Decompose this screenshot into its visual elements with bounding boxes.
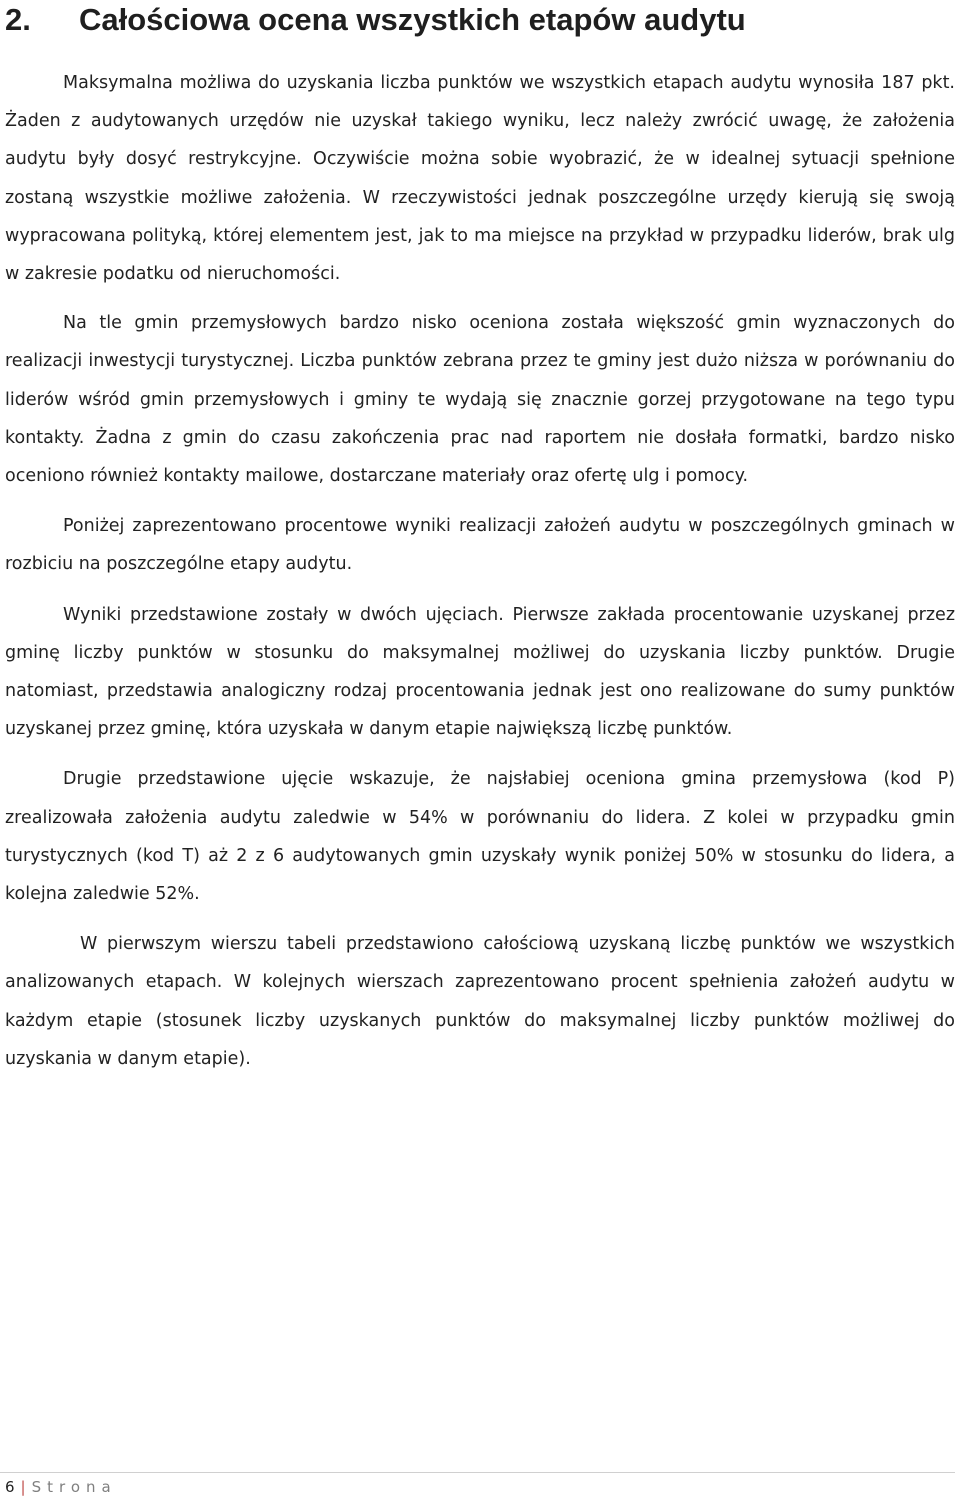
- page-number: 6: [5, 1478, 15, 1496]
- paragraph-table-description: W pierwszym wierszu tabeli przedstawiono całościową uzyskaną liczbę punktów we wszystkich analizowanych etapach. W kolejnych wierszach zaprezentowano procent spełnienia założeń audytu w każdym etapie (stosunek liczby uzyskanych punktów do maksymalnej liczby punktów możliwej do uzyskania w danym etapie).: [5, 934, 955, 1069]
- paragraph-tourist-gminas: Na tle gmin przemysłowych bardzo nisko oceniona została większość gmin wyznaczonych do realizacji inwestycji turystycznej. Liczba punktów zebrana przez te gminy jest dużo niższa w porównaniu do liderów wśród gmin przemysłowych i gminy te wydają się znacznie gorzej przygotowane na tego typu kontakty. Żadna z gmin do czasu zakończenia prac nad raportem nie dosłała formatki, bardzo nisko oceniono również kontakty mailowe, dostarczane materiały oraz ofertę ulg i pomocy.: [5, 313, 955, 487]
- footer-separator: |: [20, 1478, 26, 1496]
- section-heading: [5, 0, 955, 40]
- paragraph-two-approaches: Wyniki przedstawione zostały w dwóch ujęciach. Pierwsze zakłada procentowanie uzyskanej przez gminę liczby punktów w stosunku do maksymalnej możliwej do uzyskania liczby punktów. Drugie natomiast, przedstawia analogiczny rodzaj procentowania jednak jest ono realizowane do sumy punktów uzyskanej przez gminę, która uzyskała w danym etapie największą liczbę punktów.: [5, 604, 955, 740]
- body-text: [5, 64, 955, 1078]
- footer-page-label: Strona: [31, 1478, 117, 1496]
- page-footer: [5, 1477, 117, 1497]
- footer-divider: [0, 1472, 955, 1473]
- section-title: Całościowa ocena wszystkich etapów audytu: [79, 2, 746, 37]
- paragraph-second-approach: Drugie przedstawione ujęcie wskazuje, że najsłabiej oceniona gmina przemysłowa (kod P) zrealizowała założenia audytu zaledwie w 54% w porównaniu do lidera. Z kolei w przypadku gmin turystycznych (kod T) aż 2 z 6 audytowanych gmin uzyskały wynik poniżej 50% w stosunku do lidera, a kolejna zaledwie 52%.: [5, 769, 955, 905]
- section-number: 2.: [5, 2, 31, 37]
- paragraph-max-points: Maksymalna możliwa do uzyskania liczba punktów we wszystkich etapach audytu wynosiła 187 pkt. Żaden z audytowanych urzędów nie uzyskał takiego wyniku, lecz należy zwrócić uwagę, że założenia audytu były dosyć restrykcyjne. Oczywiście można sobie wyobrazić, że w idealnej sytuacji spełnione zostaną wszystkie możliwe założenia. W rzeczywistości jednak poszczególne urzędy kierują się swoją wypracowana polityką, której elementem jest, jak to ma miejsce na przykład w przypadku liderów, brak ulg w zakresie podatku od nieruchomości.: [5, 73, 955, 285]
- paragraph-results-intro: Poniżej zaprezentowano procentowe wyniki realizacji założeń audytu w poszczególnych gminach w rozbiciu na poszczególne etapy audytu.: [5, 516, 955, 575]
